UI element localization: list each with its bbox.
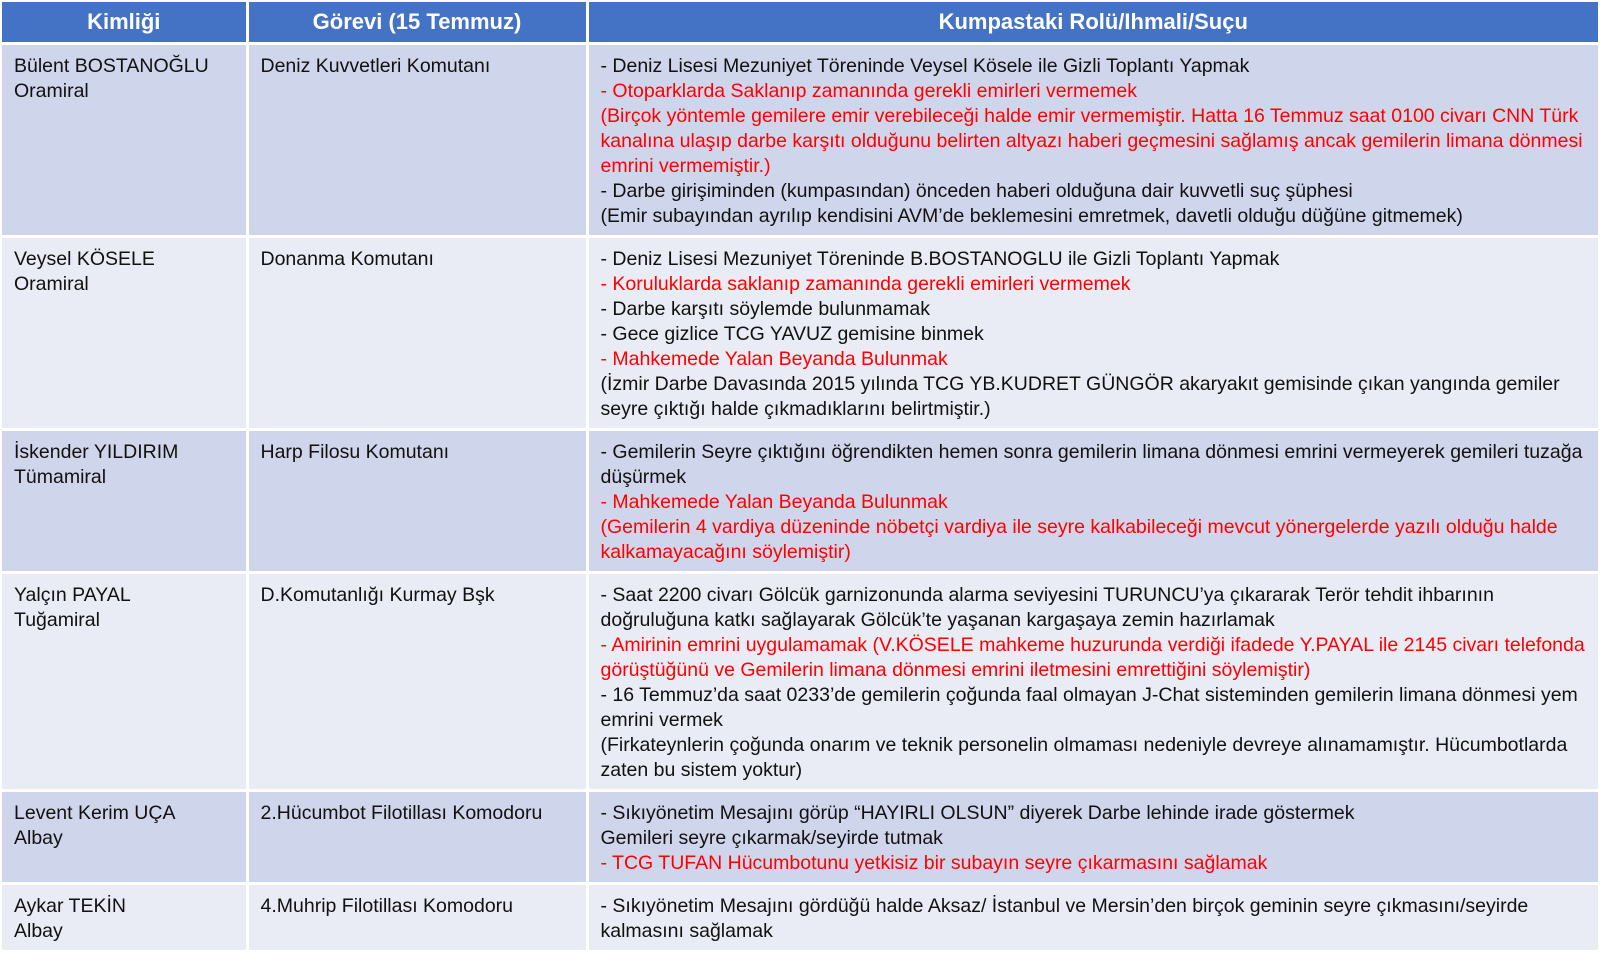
duty-text: 4.Muhrip Filotillası Komodoru bbox=[260, 895, 514, 917]
duty-cell bbox=[247, 430, 587, 573]
highlighted-charge-line: - Mahkemede Yalan Beyanda Bulunmak bbox=[600, 348, 948, 370]
duty-text: Harp Filosu Komutanı bbox=[260, 441, 450, 463]
charge-line: - Deniz Lisesi Mezuniyet Töreninde B.BOSTANOGLU ile Gizli Toplantı Yapmak bbox=[600, 248, 1280, 270]
table-header-row bbox=[2, 2, 1598, 44]
role-cell bbox=[587, 791, 1598, 884]
role-cell bbox=[587, 44, 1598, 237]
role-cell bbox=[587, 573, 1598, 791]
identity-cell bbox=[2, 791, 247, 884]
duty-text: 2.Hücumbot Filotillası Komodoru bbox=[260, 802, 543, 824]
highlighted-charge-line: - Otoparklarda Saklanıp zamanında gerekli emirleri vermemek bbox=[600, 80, 1137, 102]
duty-cell bbox=[247, 884, 587, 952]
highlighted-charge-line: - Koruluklarda saklanıp zamanında gerekli emirleri vermemek bbox=[600, 273, 1131, 295]
charge-line: (Emir subayından ayrılıp kendisini AVM’de beklemesini emretmek, davetli olduğu düğüne gitmemek) bbox=[600, 205, 1463, 227]
person-name: Bülent BOSTANOĞLU bbox=[14, 55, 209, 77]
highlighted-charge-line: (Gemilerin 4 vardiya düzeninde nöbetçi vardiya ile seyre kalkabileceği mevcut yönergelerde yazılı olduğu halde kalkamayacağını söylemiştir) bbox=[600, 516, 1558, 563]
charge-line: - Sıkıyönetim Mesajını görüp “HAYIRLI OLSUN” diyerek Darbe lehinde irade göstermek bbox=[600, 802, 1355, 824]
charge-line: - Gece gizlice TCG YAVUZ gemisine binmek bbox=[600, 323, 984, 345]
person-rank: Oramiral bbox=[14, 273, 89, 295]
duty-text: Donanma Komutanı bbox=[260, 248, 434, 270]
charge-line: - Darbe karşıtı söylemde bulunmamak bbox=[600, 298, 930, 320]
table-row bbox=[2, 430, 1598, 573]
role-cell bbox=[587, 237, 1598, 430]
table-row bbox=[2, 791, 1598, 884]
identity-cell bbox=[2, 237, 247, 430]
person-rank: Tümamiral bbox=[14, 466, 107, 488]
person-rank: Albay bbox=[14, 920, 63, 942]
person-name: Veysel KÖSELE bbox=[14, 248, 155, 270]
table-row bbox=[2, 884, 1598, 952]
charge-line: - Saat 2200 civarı Gölcük garnizonunda alarma seviyesini TURUNCU’ya çıkararak Terör tehdit ihbarının doğruluğuna katkı sağlayarak Gölcük’te yaşanan kargaşaya zemin hazırlamak bbox=[600, 584, 1494, 631]
table-row bbox=[2, 44, 1598, 237]
header-role: Kumpastaki Rolü/Ihmali/Suçu bbox=[587, 2, 1598, 44]
person-name: Aykar TEKİN bbox=[14, 895, 126, 917]
person-rank: Tuğamiral bbox=[14, 609, 100, 631]
crimes-table bbox=[2, 2, 1598, 953]
table-row bbox=[2, 573, 1598, 791]
person-name: Yalçın PAYAL bbox=[14, 584, 131, 606]
header-identity: Kimliği bbox=[2, 2, 247, 44]
highlighted-charge-line: - TCG TUFAN Hücumbotunu yetkisiz bir subayın seyre çıkarmasını sağlamak bbox=[600, 852, 1268, 874]
table-row bbox=[2, 237, 1598, 430]
person-rank: Oramiral bbox=[14, 80, 89, 102]
charge-line: (Firkateynlerin çoğunda onarım ve teknik personelin olmaması nedeniyle devreye alınamamıştır. Hücumbotlarda zaten bu sistem yoktur) bbox=[600, 734, 1568, 781]
charge-line: (İzmir Darbe Davasında 2015 yılında TCG YB.KUDRET GÜNGÖR akaryakıt gemisinde çıkan yangında gemiler seyre çıktığı halde çıkmadıklarını belirtmiştir.) bbox=[600, 373, 1560, 420]
duty-cell bbox=[247, 237, 587, 430]
identity-cell bbox=[2, 573, 247, 791]
highlighted-charge-line: (Birçok yöntemle gemilere emir verebileceği halde emir vermemiştir. Hatta 16 Temmuz saat 0100 civarı CNN Türk kanalına ulaşıp darbe karşıtı olduğunu belirten altyazı haberi geçmesini sağlamış ancak gemilerin limana dönmesi emrini vermemiştir.) bbox=[600, 105, 1583, 177]
duty-cell bbox=[247, 44, 587, 237]
role-cell bbox=[587, 430, 1598, 573]
charge-line: Gemileri seyre çıkarmak/seyirde tutmak bbox=[600, 827, 943, 849]
highlighted-charge-line: - Mahkemede Yalan Beyanda Bulunmak bbox=[600, 491, 948, 513]
identity-cell bbox=[2, 430, 247, 573]
charge-line: - 16 Temmuz’da saat 0233’de gemilerin çoğunda faal olmayan J-Chat sisteminden gemilerin limana dönmesi yem emrini vermek bbox=[600, 684, 1578, 731]
person-rank: Albay bbox=[14, 827, 63, 849]
person-name: İskender YILDIRIM bbox=[14, 441, 179, 463]
charge-line: - Sıkıyönetim Mesajını gördüğü halde Aksaz/ İstanbul ve Mersin’den birçok geminin seyre çıkmasını/seyirde kalmasını sağlamak bbox=[600, 895, 1529, 942]
identity-cell bbox=[2, 884, 247, 952]
role-cell bbox=[587, 884, 1598, 952]
duty-cell bbox=[247, 573, 587, 791]
highlighted-charge-line: - Amirinin emrini uygulamamak (V.KÖSELE mahkeme huzurunda verdiği ifadede Y.PAYAL ile 2145 civarı telefonda görüştüğünü ve Gemilerin limana dönmesi emrini iletmesini emrettiğini söylemiştir) bbox=[600, 634, 1585, 681]
header-duty: Görevi (15 Temmuz) bbox=[247, 2, 587, 44]
charge-line: - Darbe girişiminden (kumpasından) önceden haberi olduğuna dair kuvvetli suç şüphesi bbox=[600, 180, 1353, 202]
duty-cell bbox=[247, 791, 587, 884]
duty-text: Deniz Kuvvetleri Komutanı bbox=[260, 55, 491, 77]
duty-text: D.Komutanlığı Kurmay Bşk bbox=[260, 584, 495, 606]
charge-line: - Deniz Lisesi Mezuniyet Töreninde Veysel Kösele ile Gizli Toplantı Yapmak bbox=[600, 55, 1250, 77]
charge-line: - Gemilerin Seyre çıktığını öğrendikten hemen sonra gemilerin limana dönmesi emrini vermeyerek gemileri tuzağa düşürmek bbox=[600, 441, 1583, 488]
person-name: Levent Kerim UÇA bbox=[14, 802, 176, 824]
identity-cell bbox=[2, 44, 247, 237]
